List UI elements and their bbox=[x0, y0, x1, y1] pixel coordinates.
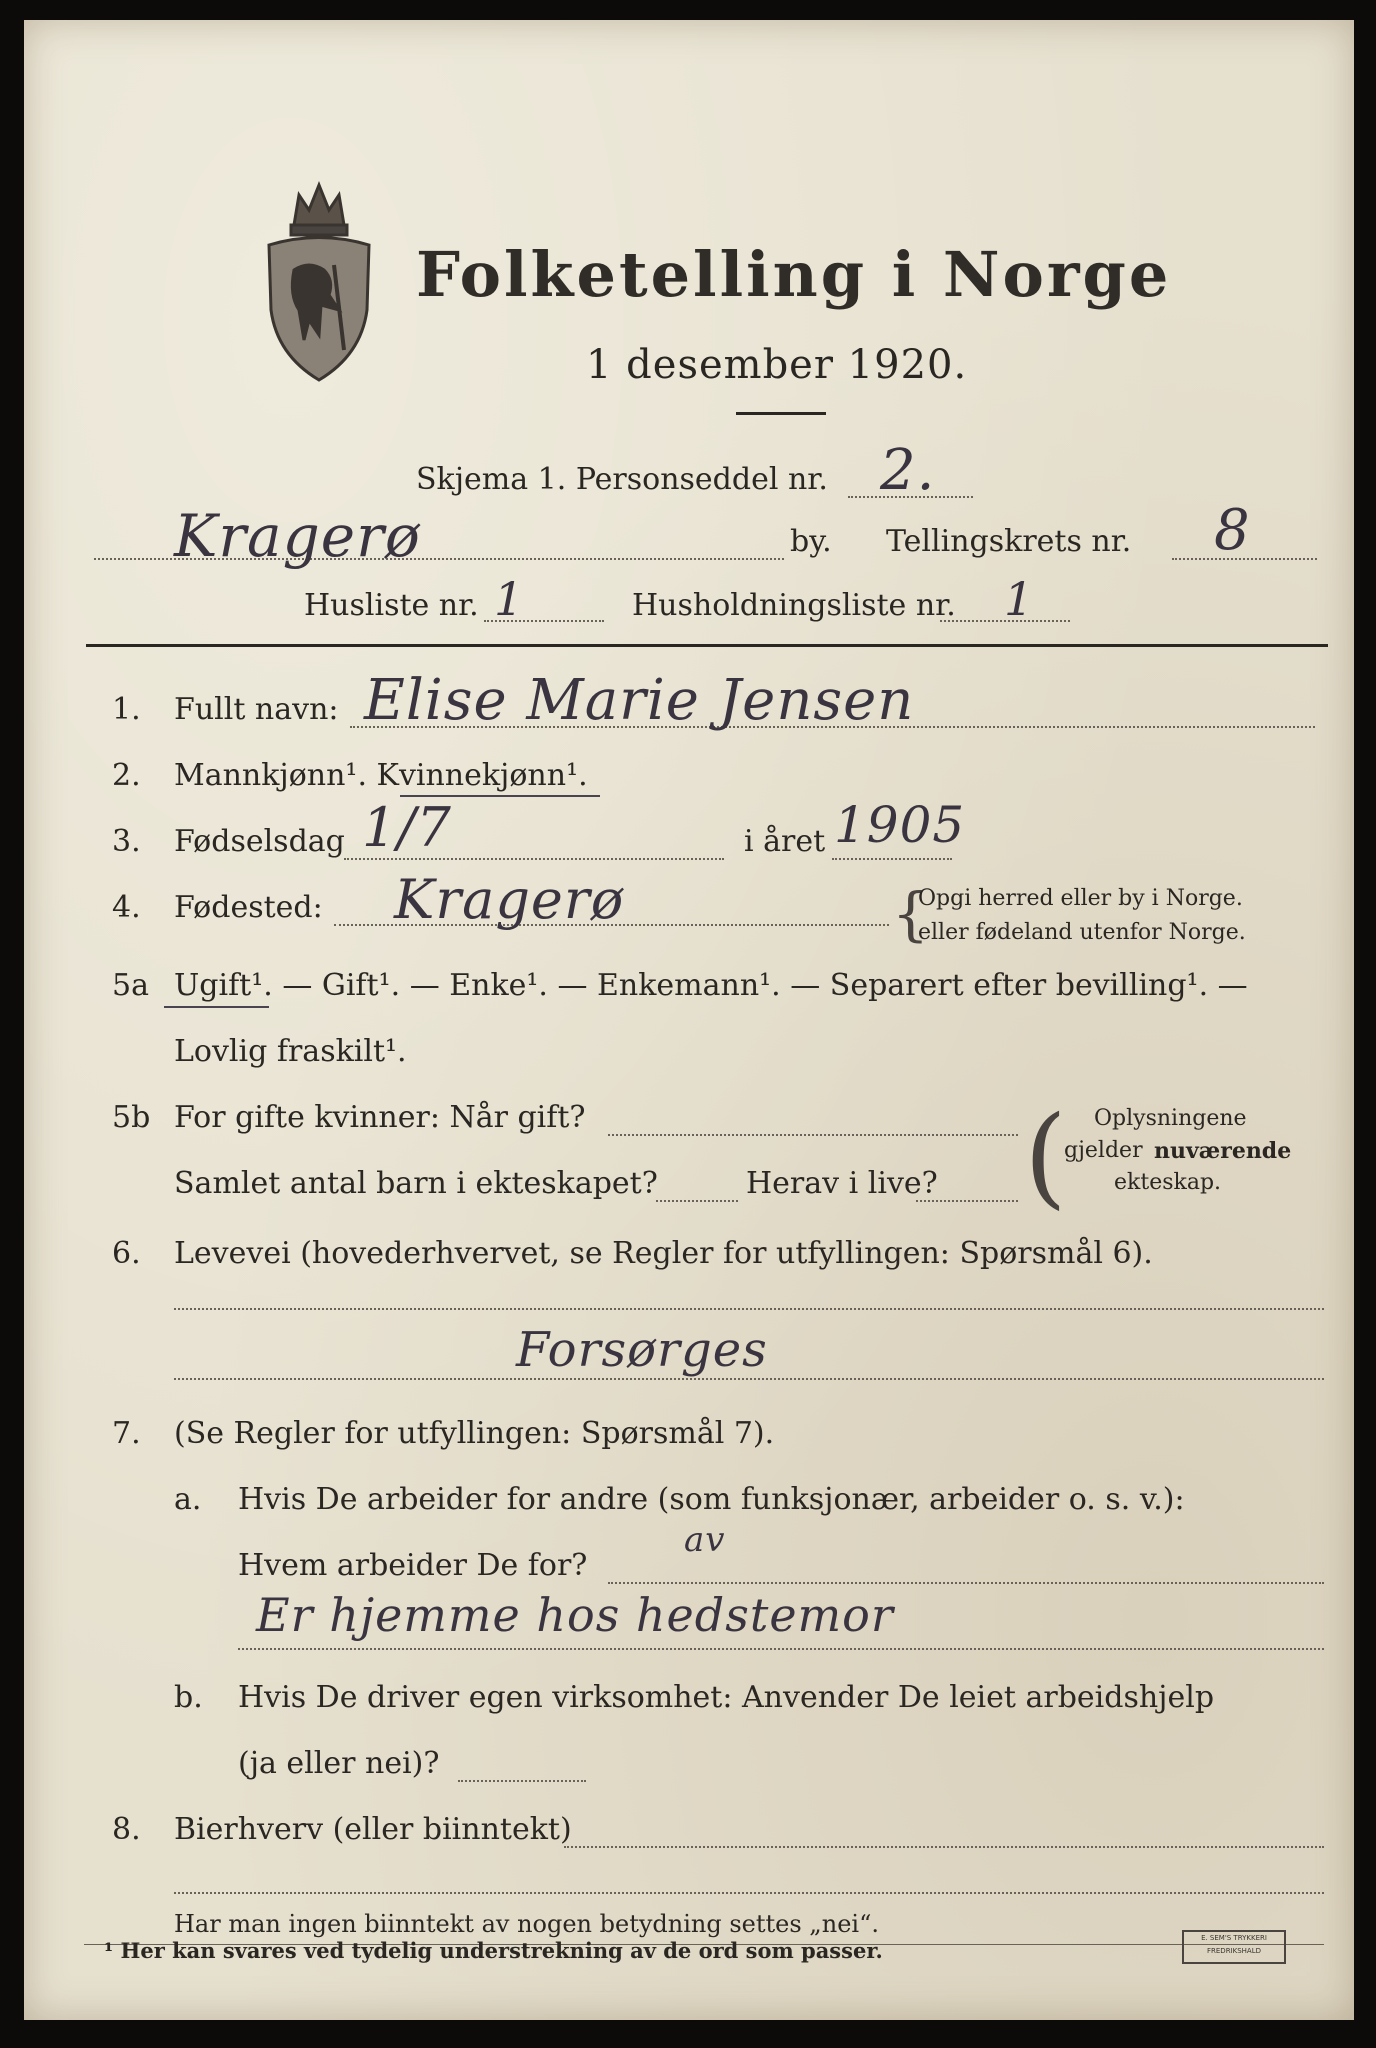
birthplace-note-brace: { bbox=[892, 880, 929, 948]
employment-label: (Se Regler for utfyllingen: Spørsmål 7). bbox=[174, 1416, 775, 1451]
marriage-note-line2a: gjelder bbox=[1064, 1138, 1143, 1163]
q5b-number: 5b bbox=[112, 1100, 151, 1135]
by-label: by. bbox=[790, 524, 832, 559]
q7-number: 7. bbox=[112, 1416, 141, 1451]
birthplace-note-line2: eller fødeland utenfor Norge. bbox=[918, 920, 1246, 945]
marital-status-options: Ugift¹. — Gift¹. — Enke¹. — Enkemann¹. — Separert efter bevilling¹. — bbox=[174, 968, 1248, 1003]
q8-number: 8. bbox=[112, 1812, 141, 1847]
printer-stamp: E. SEM'S TRYKKERI FREDRIKSHALD bbox=[1182, 1930, 1286, 1964]
marriage-note-brace: ( bbox=[1024, 1092, 1067, 1220]
side-income-label: Bierhverv (eller biinntekt) bbox=[174, 1812, 572, 1847]
header-divider bbox=[86, 644, 1328, 647]
employer-label: Hvem arbeider De for? bbox=[238, 1548, 588, 1583]
ugift-underline bbox=[164, 1006, 269, 1008]
birthdate-label: Fødselsdag bbox=[174, 824, 345, 859]
birthplace-label: Fødested: bbox=[174, 890, 323, 925]
city-value: Kragerø bbox=[174, 502, 421, 570]
q7a-letter: a. bbox=[174, 1482, 202, 1517]
own-business-question: Hvis De driver egen virksomhet: Anvender De leiet arbeidshjelp bbox=[238, 1680, 1215, 1715]
birth-year-field-line bbox=[832, 858, 952, 860]
husliste-value: 1 bbox=[494, 572, 525, 626]
q2-number: 2. bbox=[112, 758, 141, 793]
marriage-note-line2b: nuværende bbox=[1154, 1138, 1292, 1164]
occupation-field-line-1 bbox=[174, 1308, 1324, 1310]
schema-label: Skjema 1. Personseddel nr. bbox=[416, 462, 828, 497]
employer-field-line-1 bbox=[608, 1582, 1324, 1584]
children-count-field-line bbox=[656, 1200, 738, 1202]
birthplace-value: Kragerø bbox=[394, 868, 625, 931]
form-title: Folketelling i Norge bbox=[416, 238, 1172, 311]
side-income-field-line-2 bbox=[174, 1892, 1324, 1894]
marriage-note-line1: Oplysningene bbox=[1094, 1106, 1247, 1131]
occupation-label: Levevei (hovederhvervet, se Regler for utfyllingen: Spørsmål 6). bbox=[174, 1236, 1153, 1271]
children-count-label: Samlet antal barn i ekteskapet? bbox=[174, 1166, 658, 1201]
children-alive-field-line bbox=[916, 1200, 1018, 1202]
q4-number: 4. bbox=[112, 890, 141, 925]
q6-number: 6. bbox=[112, 1236, 141, 1271]
married-when-label: For gifte kvinner: Når gift? bbox=[174, 1100, 586, 1135]
husholdningsliste-value: 1 bbox=[1004, 572, 1035, 626]
marital-status-options-cont: Lovlig fraskilt¹. bbox=[174, 1034, 407, 1069]
occupation-value: Forsørges bbox=[516, 1322, 768, 1378]
hired-help-label: (ja eller nei)? bbox=[238, 1746, 440, 1781]
q5a-number: 5a bbox=[112, 968, 149, 1003]
side-income-field-line-1 bbox=[564, 1846, 1324, 1848]
employer-question: Hvis De arbeider for andre (som funksjonær, arbeider o. s. v.): bbox=[238, 1482, 1185, 1517]
title-divider bbox=[736, 412, 826, 415]
birth-year-label: i året bbox=[744, 824, 826, 859]
full-name-label: Fullt navn: bbox=[174, 692, 339, 727]
husholdningsliste-label: Husholdningsliste nr. bbox=[632, 588, 956, 623]
hired-help-field-line bbox=[458, 1780, 586, 1782]
schema-number-value: 2. bbox=[880, 438, 936, 503]
children-alive-label: Herav i live? bbox=[746, 1166, 938, 1201]
q3-number: 3. bbox=[112, 824, 141, 859]
employer-field-line-2 bbox=[238, 1648, 1324, 1650]
employer-value-above: av bbox=[684, 1520, 726, 1560]
marriage-note-line3: ekteskap. bbox=[1114, 1170, 1222, 1195]
tellingskrets-label: Tellingskrets nr. bbox=[886, 524, 1132, 559]
side-income-note: Har man ingen biinntekt av nogen betydning settes „nei“. bbox=[174, 1910, 879, 1938]
census-form bbox=[24, 20, 1354, 2020]
birth-year-value: 1905 bbox=[834, 796, 966, 854]
q7b-letter: b. bbox=[174, 1680, 203, 1715]
occupation-field-line-2 bbox=[174, 1378, 1324, 1380]
tellingskrets-value: 8 bbox=[1214, 498, 1251, 563]
birthplace-note-line1: Opgi herred eller by i Norge. bbox=[918, 886, 1243, 911]
gender-options: Mannkjønn¹. Kvinnekjønn¹. bbox=[174, 758, 588, 793]
birthdate-value: 1/7 bbox=[362, 796, 452, 859]
employer-value: Er hjemme hos hedstemor bbox=[256, 1588, 894, 1642]
full-name-value: Elise Marie Jensen bbox=[364, 668, 915, 733]
married-when-field-line bbox=[608, 1134, 1018, 1136]
census-date: 1 desember 1920. bbox=[586, 342, 968, 388]
q1-number: 1. bbox=[112, 692, 141, 727]
coat-of-arms-icon bbox=[249, 170, 389, 395]
husliste-label: Husliste nr. bbox=[304, 588, 479, 623]
footnote: ¹ Her kan svares ved tydelig understrekning av de ord som passer. bbox=[104, 1938, 883, 1963]
